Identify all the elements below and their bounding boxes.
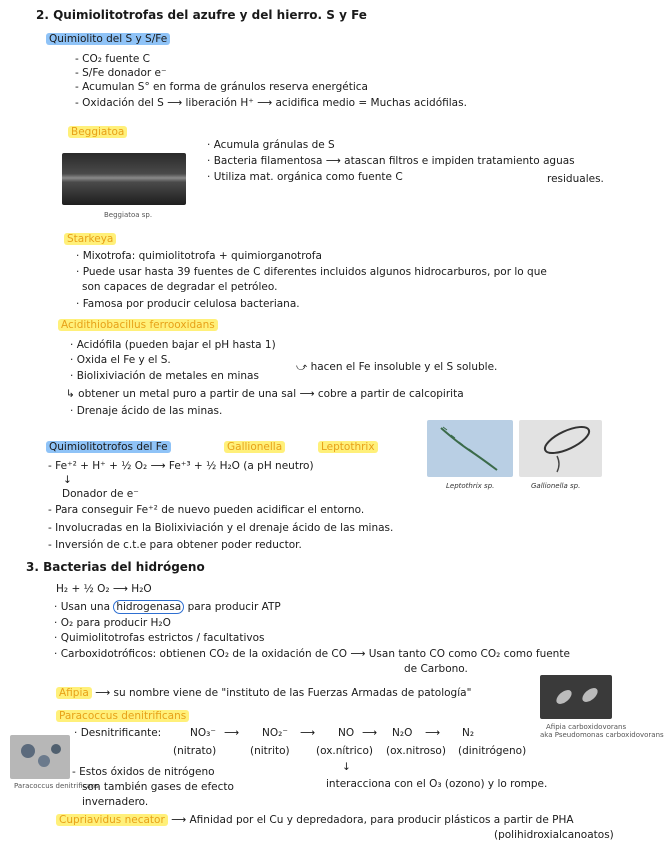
acidithio-point-5: · Drenaje ácido de las minas. (70, 405, 223, 417)
chain-name-ox-nitrico: (ox.nítrico) (316, 745, 373, 757)
beggiatoa-caption: Beggiatoa sp. (104, 211, 153, 219)
bullet-oxidacion: - Oxidación del S ⟶ liberación H⁺ ⟶ acidifica medio = Muchas acidófilas. (75, 97, 467, 109)
beggiatoa-point-2: · Bacteria filamentosa ⟶ atascan filtros e impiden tratamiento aguas (207, 155, 575, 167)
h2-equation: H₂ + ½ O₂ ⟶ H₂O (56, 583, 152, 595)
starkeya-heading: Starkeya (64, 233, 116, 245)
paracoccus-heading: Paracoccus denitrificans (56, 710, 189, 722)
gallionella-caption: Gallionella sp. (531, 482, 581, 490)
oxides-line-3: invernadero. (82, 796, 149, 808)
acidithio-point-1: · Acidófila (pueden bajar el pH hasta 1) (70, 339, 276, 351)
leptothrix-label: Leptothrix (318, 441, 378, 453)
chain-arrow-1: ⟶ (224, 727, 240, 739)
hidrogenasa-boxed: hidrogenasa (113, 600, 184, 614)
subsection-quimiolito-label: Quimiolito del S y S/Fe (46, 33, 170, 45)
afipia-label: Afipia (56, 687, 92, 699)
h2-point-4-cont: de Carbono. (404, 663, 468, 675)
starkeya-point-2: · Puede usar hasta 39 fuentes de C diferentes incluidos algunos hidrocarburos, por lo que (76, 266, 547, 278)
chain-arrow-4: ⟶ (425, 727, 441, 739)
bullet-co2: - CO₂ fuente C (75, 53, 150, 65)
chain-name-dinitrogeno: (dinitrógeno) (458, 745, 527, 757)
gallionella-micrograph (519, 420, 602, 477)
afipia-caption-1: Afipia carboxidovorans (546, 723, 627, 731)
chain-n2o: N₂O (392, 727, 413, 739)
h2-point-4: · Carboxidotróficos: obtienen CO₂ de la oxidación de CO ⟶ Usan tanto CO como CO₂ como fuente (54, 648, 570, 660)
ozone-arrow: ↓ (342, 761, 351, 773)
bullet-donador: - S/Fe donador e⁻ (75, 67, 167, 79)
section-2-title: 2. Quimiolitotrofas del azufre y del hierro. S y Fe (36, 8, 367, 22)
chain-arrow-2: ⟶ (300, 727, 316, 739)
h2-point-2: · O₂ para producir H₂O (54, 617, 171, 629)
section-3-title: 3. Bacterias del hidrógeno (26, 560, 205, 574)
cupriavidus-line: Cupriavidus necator ⟶ Afinidad por el Cu y depredadora, para producir plásticos a partir de PHA (56, 814, 574, 826)
chain-no: NO (338, 727, 355, 739)
gallionella-label: Gallionella (224, 441, 285, 453)
chain-arrow-3: ⟶ (362, 727, 378, 739)
fe-arrow: ↓ (63, 474, 72, 486)
afipia-micrograph (540, 675, 612, 719)
paracoccus-micrograph (10, 735, 70, 779)
bullet-acumulan: - Acumulan S° en forma de gránulos reserva energética (75, 81, 368, 93)
leptothrix-caption: Leptothrix sp. (446, 482, 495, 490)
beggiatoa-point-2-cont: residuales. (547, 173, 604, 185)
fe-point-3: - Inversión de c.t.e para obtener poder reductor. (48, 539, 302, 551)
beggiatoa-point-1: · Acumula gránulas de S (207, 139, 335, 151)
desnitrificante-label: · Desnitrificante: (74, 727, 162, 739)
chain-no3: NO₃⁻ (190, 727, 216, 739)
cupriavidus-label: Cupriavidus necator (56, 814, 168, 826)
subsection-quimiolito (46, 33, 170, 45)
fe-donor: Donador de e⁻ (62, 488, 139, 500)
chain-name-nitrito: (nitrito) (250, 745, 290, 757)
h2-point-1: · Usan una hidrogenasa para producir ATP (54, 601, 281, 613)
paracoccus-caption: Paracoccus denitrificans (14, 782, 99, 790)
starkeya-point-3: · Famosa por producir celulosa bacteriana. (76, 298, 300, 310)
acidithio-heading: Acidithiobacillus ferrooxidans (58, 319, 218, 331)
acidithio-point-2: · Oxida el Fe y el S. (70, 354, 171, 366)
leptothrix-micrograph (427, 420, 513, 477)
chain-name-nitrato: (nitrato) (173, 745, 217, 757)
chain-n2: N₂ (462, 727, 475, 739)
chain-no2: NO₂⁻ (262, 727, 288, 739)
afipia-caption-2: aka Pseudomonas carboxidovorans (540, 731, 664, 739)
oxides-line-2: son también gases de efecto (82, 781, 234, 793)
acidithio-point-3: · Biolixiviación de metales en minas (70, 370, 259, 382)
afipia-line: Afipia ⟶ su nombre viene de "instituto de las Fuerzas Armadas de patología" (56, 687, 471, 699)
acidithio-point-4: ↳ obtener un metal puro a partir de una sal ⟶ cobre a partir de calcopirita (66, 388, 464, 400)
ozone-note: interacciona con el O₃ (ozono) y lo rompe. (326, 778, 548, 790)
fe-point-1: - Para conseguir Fe⁺² de nuevo pueden acidificar el entorno. (48, 504, 365, 516)
h2-point-3: · Quimiolitotrofas estrictos / facultativos (54, 632, 265, 644)
acidithio-side-note: ⤻ hacen el Fe insoluble y el S soluble. (296, 361, 498, 373)
starkeya-point-1: · Mixotrofa: quimiolitotrofa + quimiorganotrofa (76, 250, 322, 262)
beggiatoa-point-3: · Utiliza mat. orgánica como fuente C (207, 171, 403, 183)
oxides-line-1: - Estos óxidos de nitrógeno (72, 766, 215, 778)
fe-equation: - Fe⁺² + H⁺ + ½ O₂ ⟶ Fe⁺³ + ½ H₂O (a pH neutro) (48, 460, 314, 472)
beggiatoa-micrograph (62, 153, 186, 205)
cupriavidus-cont: (polihidroxialcanoatos) (494, 829, 614, 841)
chain-name-ox-nitroso: (ox.nitroso) (386, 745, 446, 757)
starkeya-point-2-cont: son capaces de degradar el petróleo. (82, 281, 278, 293)
beggiatoa-heading: Beggiatoa (68, 126, 127, 138)
fe-heading: Quimiolitotrofos del Fe (46, 441, 171, 453)
fe-point-2: - Involucradas en la Biolixiviación y el drenaje ácido de las minas. (48, 522, 394, 534)
